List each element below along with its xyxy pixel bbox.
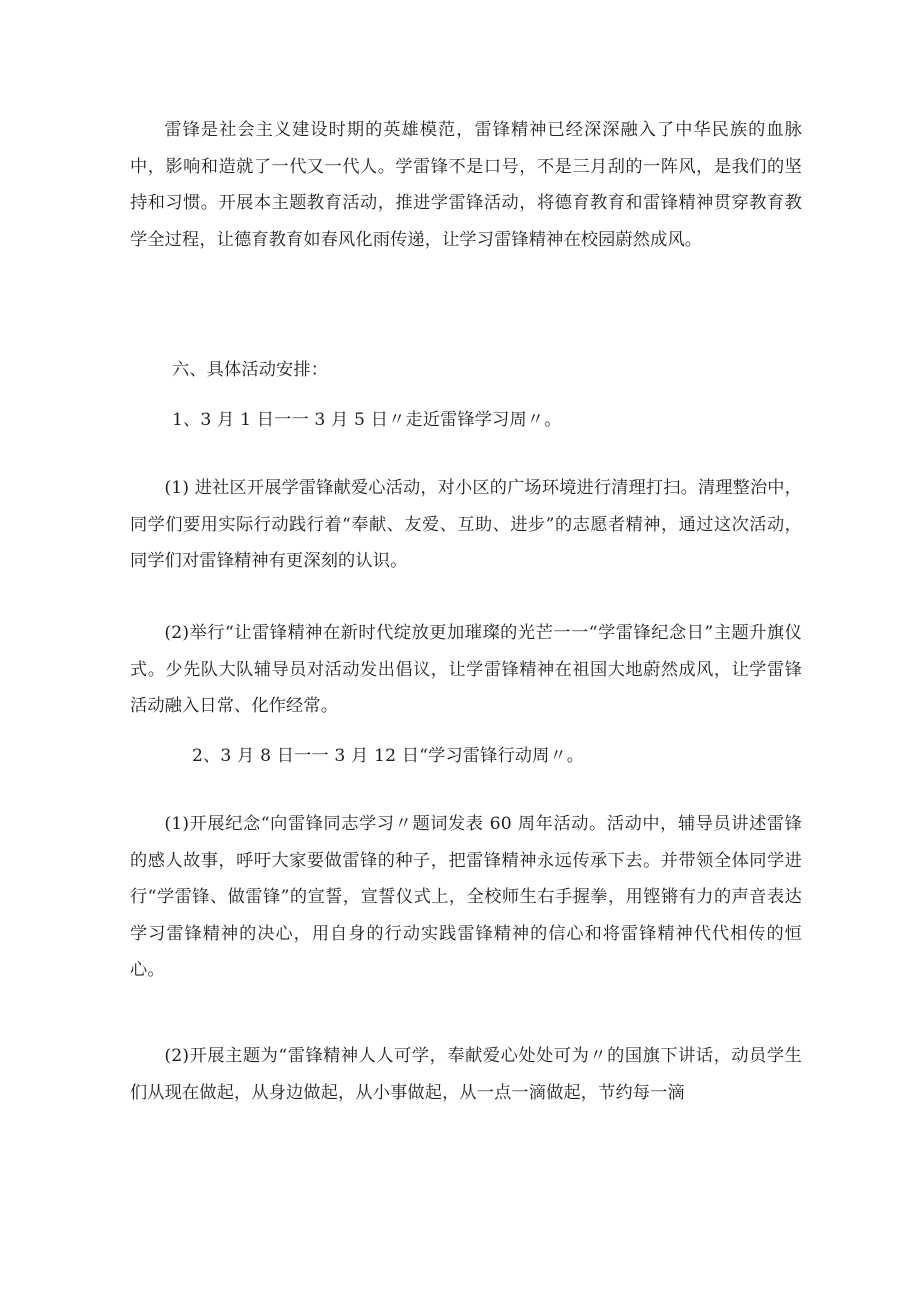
paragraph-text: (2)举行“让雷锋精神在新时代绽放更加璀璨的光芒一一“学雷锋纪念日”主题升旗仪式。少先队大队辅导员对活动发出倡议，让学雷锋精神在祖国大地蔚然成风，让学雷锋活动融入日常、化作经常。 xyxy=(130,623,802,716)
heading-text: 2、3 月 8 日一一 3 月 12 日“学习雷锋行动周〃。 xyxy=(192,746,585,766)
intro-paragraph xyxy=(130,112,802,258)
week1-heading xyxy=(130,402,802,439)
week2-item-1 xyxy=(130,806,802,989)
paragraph-text: (1) 进社区开展学雷锋献爱心活动，对小区的广场环境进行清理打扫。清理整治中，同学们要用实际行动践行着“奉献、友爱、互助、进步”的志愿者精神，通过这次活动，同学们对雷锋精神有更深刻的认识。 xyxy=(130,478,802,571)
paragraph-text: 雷锋是社会主义建设时期的英雄模范，雷锋精神已经深深融入了中华民族的血脉中，影响和造就了一代又一代人。学雷锋不是口号，不是三月刮的一阵风，是我们的坚持和习惯。开展本主题教育活动，推进学雷锋活动，将德育教育和雷锋精神贯穿教育教学全过程，让德育教育如春风化雨传递，让学习雷锋精神在校园蔚然成风。 xyxy=(130,120,802,250)
heading-text: 1、3 月 1 日一一 3 月 5 日〃走近雷锋学习周〃。 xyxy=(172,410,562,430)
section-heading xyxy=(130,352,802,389)
week2-item-2 xyxy=(130,1038,802,1111)
week2-heading xyxy=(130,738,802,775)
heading-text: 六、具体活动安排： xyxy=(172,360,329,380)
paragraph-text: (2)开展主题为“雷锋精神人人可学，奉献爱心处处可为〃的国旗下讲话，动员学生们从现在做起，从身边做起，从小事做起，从一点一滴做起，节约每一滴 xyxy=(130,1046,802,1103)
week1-item-2 xyxy=(130,615,802,725)
paragraph-text: (1)开展纪念“向雷锋同志学习〃题词发表 60 周年活动。活动中，辅导员讲述雷锋的感人故事，呼吁大家要做雷锋的种子，把雷锋精神永远传承下去。并带领全体同学进行“学雷锋、做雷锋”的宣誓，宣誓仪式上，全校师生右手握拳，用铿锵有力的声音表达学习雷锋精神的决心，用自身的行动实践雷锋精神的信心和将雷锋精神代代相传的恒心。 xyxy=(130,814,802,980)
week1-item-1 xyxy=(130,470,802,580)
